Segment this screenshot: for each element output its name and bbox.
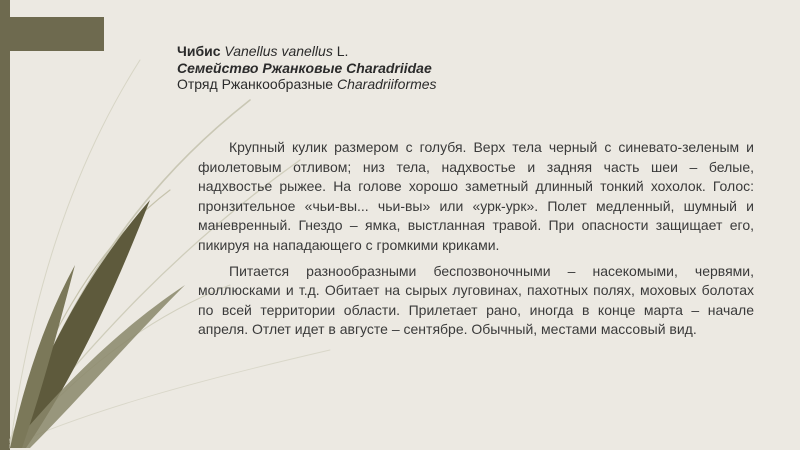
latin-name: Vanellus vanellus [224, 43, 333, 59]
species-heading [177, 43, 617, 93]
species-description [198, 138, 754, 346]
species-name-line [177, 43, 617, 60]
order-latin: Charadriiformes [336, 76, 437, 92]
family-line: Семейство Ржанковые Charadriidae [177, 59, 432, 76]
author-abbrev: L. [336, 43, 349, 59]
order-line [177, 76, 617, 93]
common-name: Чибис [177, 43, 221, 59]
description-paragraph: Питается разнообразными беспозвоночными – насекомыми, червями, моллюсками и т.д. Обитает на сырых луговинах, пахотных полях, моховых болотах по всей территории области. Прилетает рано, иногда в конце марта – начале апреля. Отлет идет в августе – сентябре. Обычный, местами массовый вид. [198, 262, 754, 338]
description-paragraph: Крупный кулик размером с голубя. Верх тела черный с синевато-зеленым и фиолетовым отливом; низ тела, надхвостье и задняя часть шеи – белые, надхвостье рыжее. На голове хорошо заметный длинный тонкий хохолок. Голос: пронзительное «чьи-вы... чьи-вы» или «урк-урк». Полет медленный, шумный и маневренный. Гнездо – ямка, выстланная травой. При опасности защищает его, пикируя на нападающего с громкими криками. [198, 139, 754, 253]
order-name: Отряд Ржанкообразные [177, 76, 334, 92]
